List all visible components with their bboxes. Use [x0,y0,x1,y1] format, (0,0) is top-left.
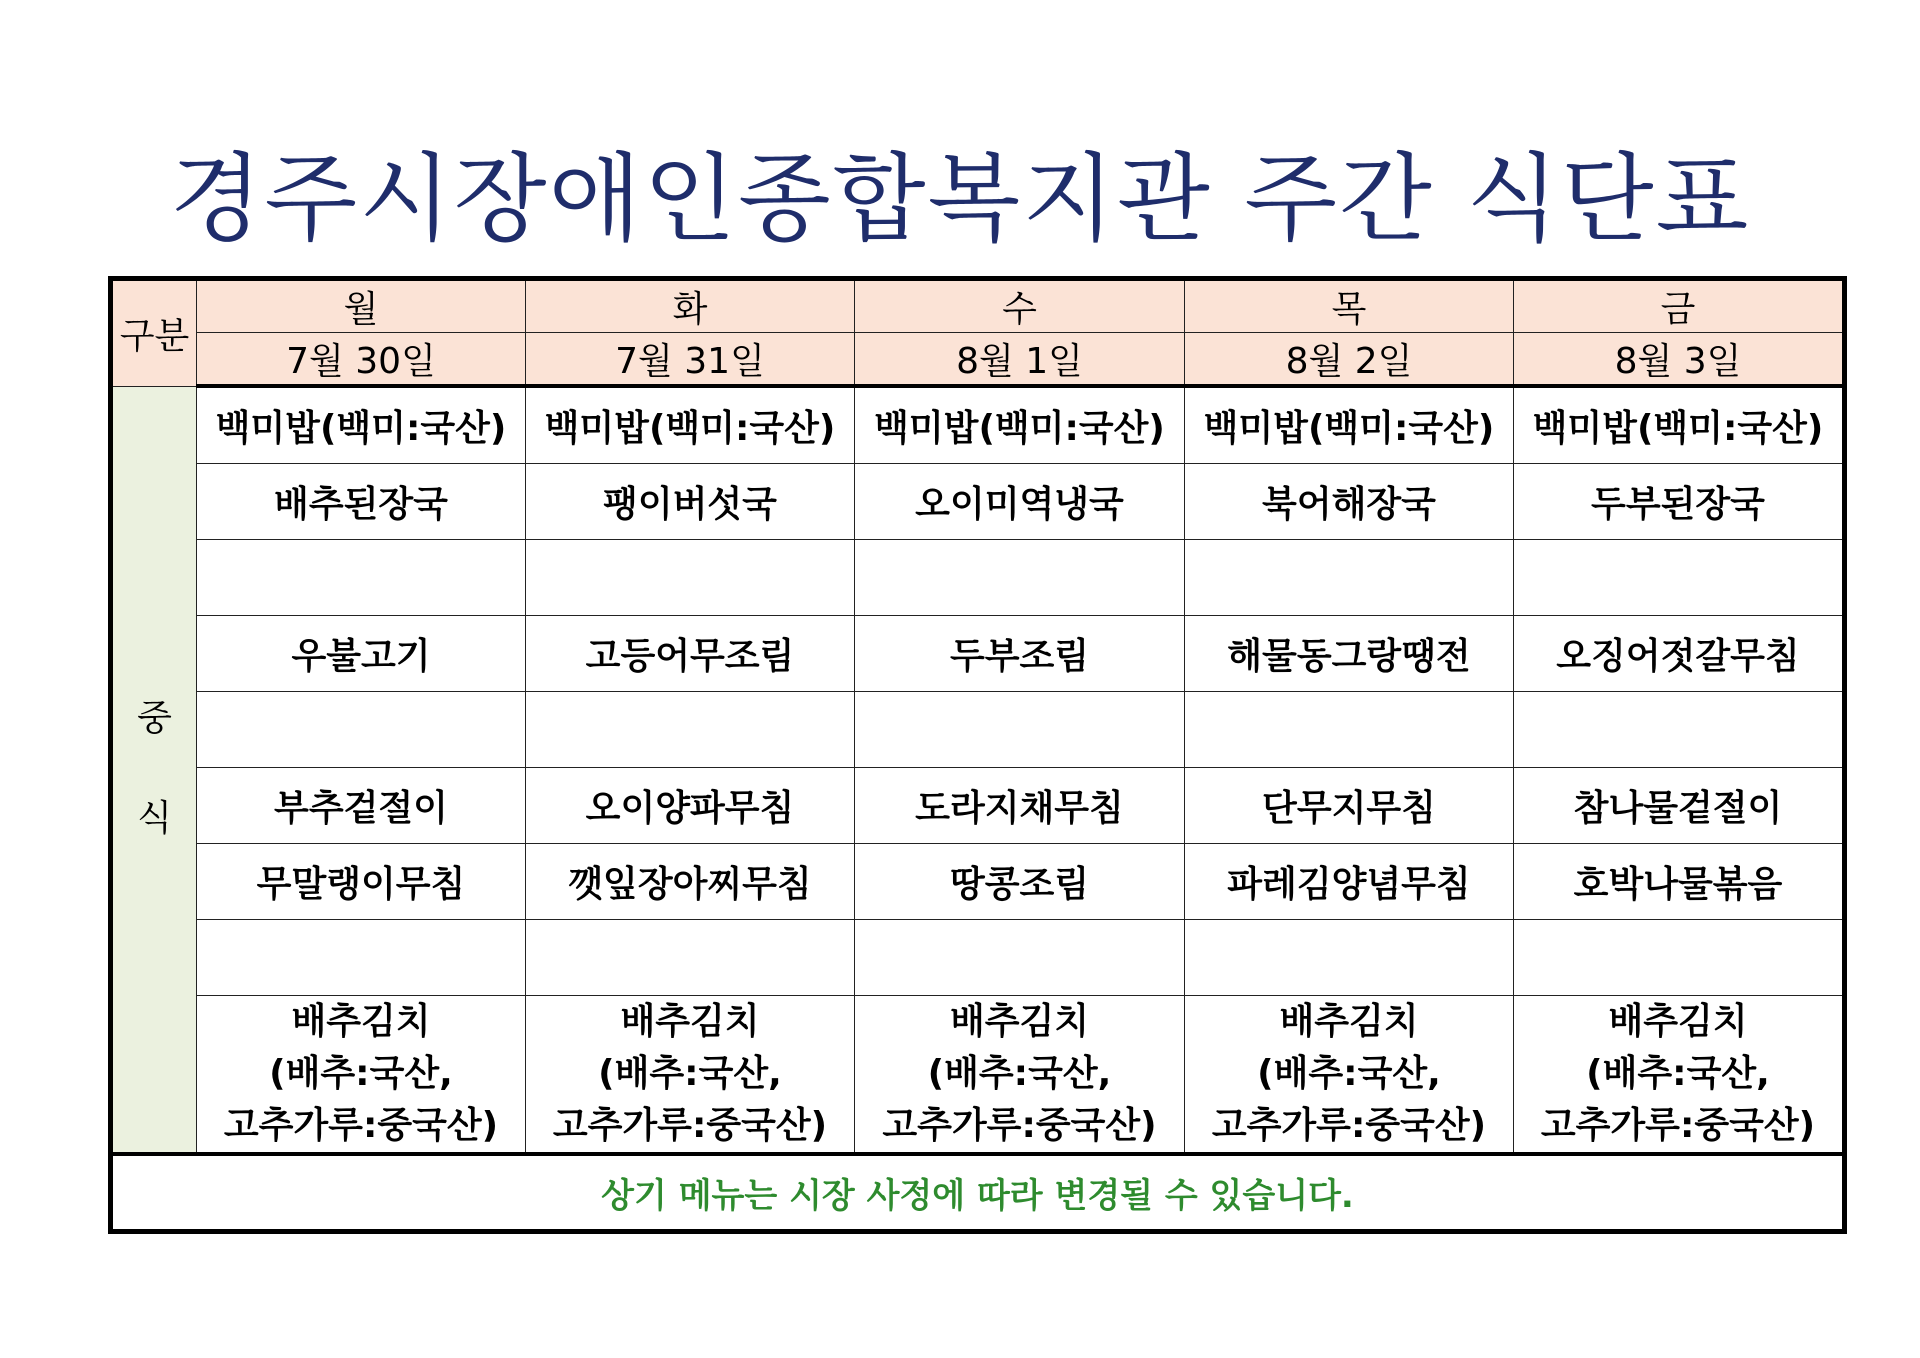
menu-cell: 고등어무조림 [526,616,855,692]
date-header: 8월 2일 [1185,333,1514,387]
category-header: 구분 [111,279,197,387]
day-header: 금 [1514,279,1845,333]
meal-label-char: 식 [137,798,172,840]
menu-cell: 무말랭이무침 [197,844,526,920]
kimchi-origin: (배추:국산, [598,1053,782,1094]
menu-row [111,768,1845,844]
day-header: 목 [1185,279,1514,333]
day-header: 화 [526,279,855,333]
meal-label [111,386,197,1154]
menu-cell: 해물동그랑땡전 [1185,616,1514,692]
date-header: 8월 1일 [855,333,1185,387]
menu-cell: 배추된장국 [197,464,526,540]
menu-table [108,276,1847,1234]
date-header: 7월 30일 [197,333,526,387]
menu-cell [1514,540,1845,616]
menu-cell: 두부조림 [855,616,1185,692]
menu-cell [1514,920,1845,996]
day-header-row [111,279,1845,333]
menu-cell: 팽이버섯국 [526,464,855,540]
kimchi-name: 배추김치 [620,1001,760,1042]
menu-cell [197,920,526,996]
kimchi-cell [855,996,1185,1155]
menu-cell: 부추겉절이 [197,768,526,844]
menu-cell: 백미밥(백미:국산) [197,386,526,464]
menu-cell [1185,920,1514,996]
kimchi-name: 배추김치 [1279,1001,1419,1042]
kimchi-origin: 고추가루:중국산) [882,1105,1157,1146]
menu-cell: 깻잎장아찌무침 [526,844,855,920]
date-header: 7월 31일 [526,333,855,387]
kimchi-cell [197,996,526,1155]
meal-label-char: 중 [137,698,172,740]
menu-cell: 오이양파무침 [526,768,855,844]
menu-cell: 두부된장국 [1514,464,1845,540]
menu-cell: 백미밥(백미:국산) [526,386,855,464]
menu-cell [1514,692,1845,768]
day-header: 수 [855,279,1185,333]
menu-cell [855,692,1185,768]
menu-row [111,386,1845,464]
kimchi-origin: 고추가루:중국산) [1211,1105,1487,1146]
kimchi-origin: 고추가루:중국산) [223,1105,499,1146]
menu-row [111,540,1845,616]
kimchi-origin: (배추:국산, [1257,1053,1441,1094]
menu-row [111,920,1845,996]
menu-cell: 오징어젓갈무침 [1514,616,1845,692]
menu-cell [526,540,855,616]
menu-cell: 오이미역냉국 [855,464,1185,540]
menu-cell [526,692,855,768]
menu-cell: 땅콩조림 [855,844,1185,920]
kimchi-cell [1514,996,1845,1155]
menu-cell: 백미밥(백미:국산) [855,386,1185,464]
menu-row [111,616,1845,692]
menu-cell: 도라지채무침 [855,768,1185,844]
date-header: 8월 3일 [1514,333,1845,387]
menu-cell: 백미밥(백미:국산) [1185,386,1514,464]
kimchi-origin: 고추가루:중국산) [1540,1105,1816,1146]
menu-cell: 백미밥(백미:국산) [1514,386,1845,464]
menu-cell: 우불고기 [197,616,526,692]
menu-cell: 파레김양념무침 [1185,844,1514,920]
kimchi-row [111,996,1845,1155]
notice-text: 상기 메뉴는 시장 사정에 따라 변경될 수 있습니다. [111,1154,1845,1232]
menu-cell [855,540,1185,616]
menu-cell: 북어해장국 [1185,464,1514,540]
kimchi-name: 배추김치 [949,1001,1090,1042]
kimchi-origin: 고추가루:중국산) [552,1105,828,1146]
menu-cell [1185,692,1514,768]
notice-row [111,1154,1845,1232]
menu-cell [526,920,855,996]
kimchi-origin: (배추:국산, [269,1053,453,1094]
date-header-row [111,333,1845,387]
day-header: 월 [197,279,526,333]
kimchi-name: 배추김치 [1608,1001,1748,1042]
kimchi-origin: (배추:국산, [1586,1053,1770,1094]
menu-row [111,844,1845,920]
kimchi-cell [526,996,855,1155]
menu-row [111,692,1845,768]
kimchi-cell [1185,996,1514,1155]
menu-cell [855,920,1185,996]
kimchi-name: 배추김치 [291,1001,431,1042]
page-title: 경주시장애인종합복지관 주간 식단표 [169,143,1751,255]
menu-cell [1185,540,1514,616]
menu-cell: 단무지무침 [1185,768,1514,844]
kimchi-origin: (배추:국산, [927,1053,1112,1094]
menu-row [111,464,1845,540]
menu-cell: 참나물겉절이 [1514,768,1845,844]
menu-cell [197,692,526,768]
menu-cell [197,540,526,616]
menu-cell: 호박나물볶음 [1514,844,1845,920]
